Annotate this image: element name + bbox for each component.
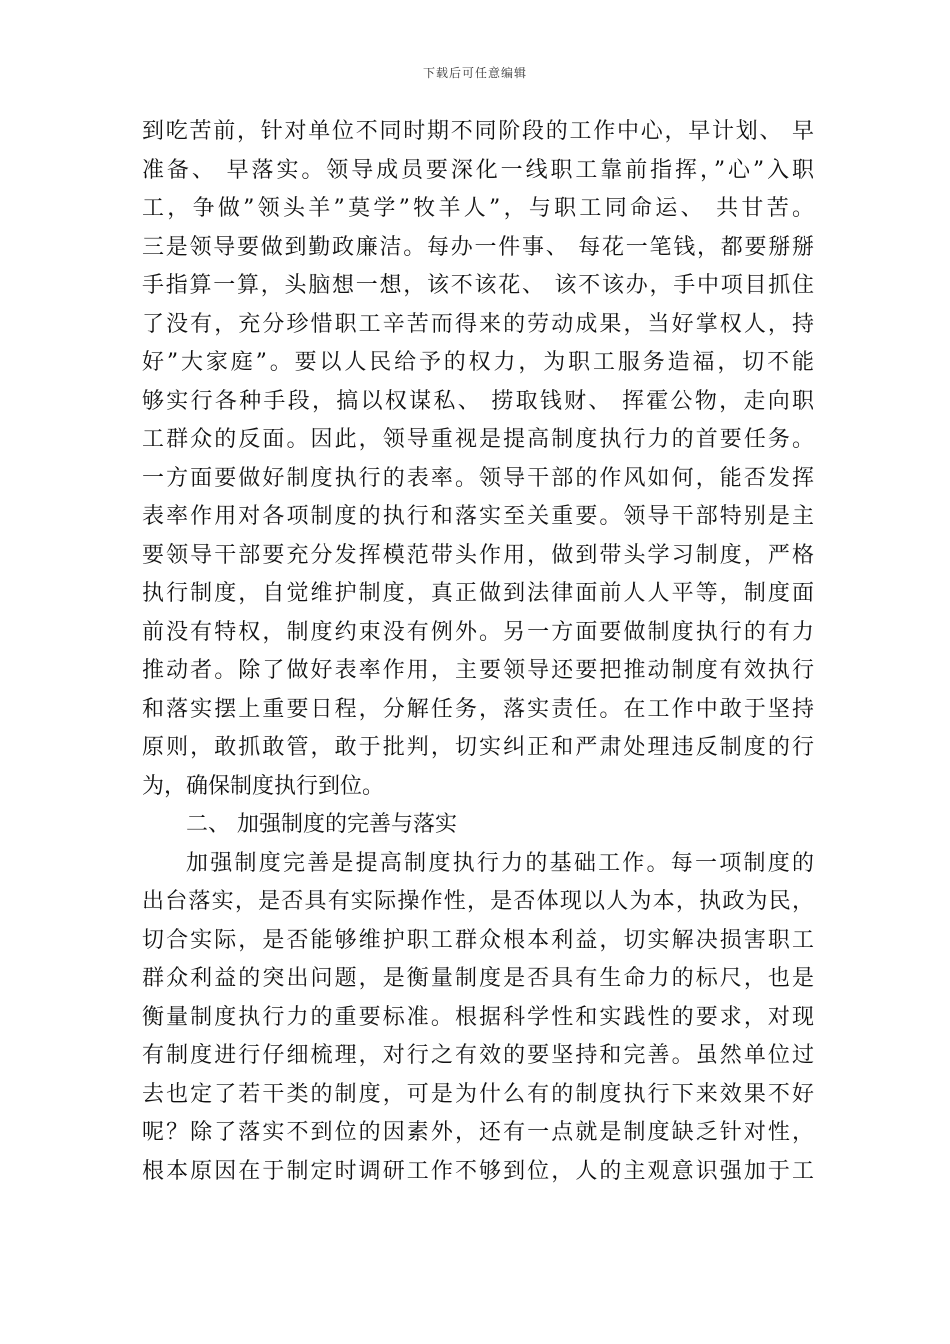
text-line: 根本原因在于制定时调研工作不够到位，人的主观意识强加于工 xyxy=(142,1158,814,1184)
text-line: 三是领导要做到勤政廉洁。每办一件事、 每花一笔钱，都要掰掰 xyxy=(142,234,814,260)
text-line: 工，争做”领头羊”莫学”牧羊人”，与职工同命运、 共甘苦。 xyxy=(142,196,814,221)
text-line: 切合实际，是否能够维护职工群众根本利益，切实解决损害职工 xyxy=(142,927,814,953)
text-line: 够实行各种手段，搞以权谋私、 捞取钱财、 挥霍公物，走向职 xyxy=(142,388,814,414)
header-note: 下载后可任意编辑 xyxy=(422,66,527,80)
text-line: 到吃苦前，针对单位不同时期不同阶段的工作中心，早计划、 早 xyxy=(142,119,814,144)
text-line: 原则，敢抓敢管，敢于批判，切实纠正和严肃处理违反制度的行 xyxy=(142,735,814,760)
text-line: 有制度进行仔细梳理，对行之有效的要坚持和完善。虽然单位过 xyxy=(142,1043,814,1068)
text-line: 工群众的反面。因此，领导重视是提高制度执行力的首要任务。 xyxy=(142,427,814,452)
text-line: 衡量制度执行力的重要标准。根据科学性和实践性的要求，对现 xyxy=(142,1004,814,1030)
text-line: 出台落实，是否具有实际操作性，是否体现以人为本，执政为民， xyxy=(142,889,814,914)
text-line: 准备、 早落实。领导成员要深化一线职工靠前指挥，”心”入职 xyxy=(142,157,814,183)
text-line: 去也定了若干类的制度，可是为什么有的制度执行下来效果不好 xyxy=(142,1081,814,1107)
text-line: 要领导干部要充分发挥模范带头作用，做到带头学习制度，严格 xyxy=(142,542,814,568)
text-line: 表率作用对各项制度的执行和落实至关重要。领导干部特别是主 xyxy=(142,504,814,529)
text-line: 加强制度完善是提高制度执行力的基础工作。每一项制度的 xyxy=(186,850,814,876)
text-line: 和落实摆上重要日程，分解任务，落实责任。在工作中敢于坚持 xyxy=(142,696,814,722)
text-line: 推动者。除了做好表率作用，主要领导还要把推动制度有效执行 xyxy=(142,658,814,683)
text-line: 呢？除了落实不到位的因素外，还有一点就是制度缺乏针对性， xyxy=(142,1120,814,1145)
text-line: 了没有，充分珍惜职工辛苦而得来的劳动成果，当好掌权人，持 xyxy=(142,311,814,337)
text-line: 群众利益的突出问题，是衡量制度是否具有生命力的标尺，也是 xyxy=(142,966,814,991)
text-line: 一方面要做好制度执行的表率。领导干部的作风如何，能否发挥 xyxy=(142,465,814,491)
text-line: 好”大家庭”。要以人民给予的权力，为职工服务造福，切不能 xyxy=(142,350,814,375)
text-line: 为，确保制度执行到位。 xyxy=(142,773,385,799)
section-heading: 二、 加强制度的完善与落实 xyxy=(186,812,457,837)
text-line: 前没有特权，制度约束没有例外。另一方面要做制度执行的有力 xyxy=(142,619,814,645)
body-text xyxy=(142,113,814,1191)
text-line: 手指算一算，头脑想一想，该不该花、 该不该办，手中项目抓住 xyxy=(142,273,814,298)
text-line: 执行制度，自觉维护制度，真正做到法律面前人人平等，制度面 xyxy=(142,581,814,606)
